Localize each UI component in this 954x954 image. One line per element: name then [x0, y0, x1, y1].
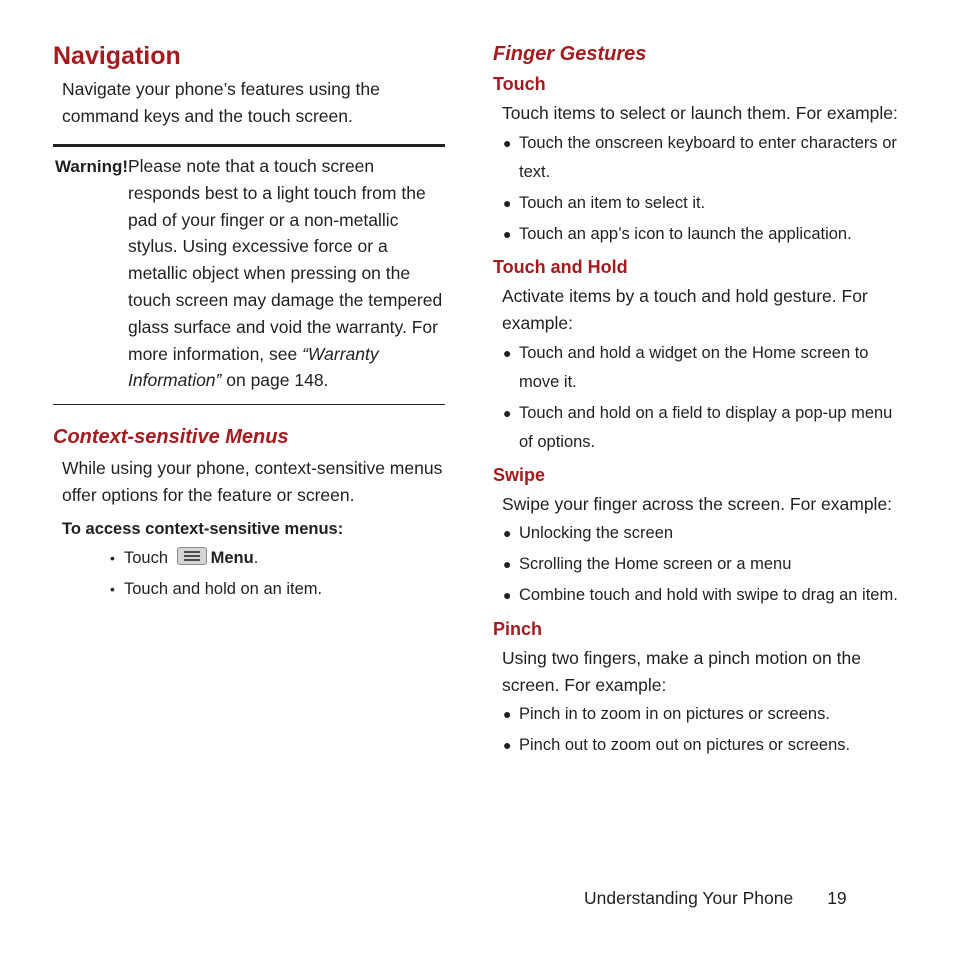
touch-list: [493, 129, 903, 249]
swipe-title: Swipe: [493, 465, 546, 485]
warning-suffix: on page 148.: [221, 370, 329, 391]
pinch-title: Pinch: [493, 619, 543, 639]
finger-gestures-title: Finger Gestures: [493, 43, 647, 65]
touch-and-hold-intro: Activate items by a touch and hold gesture. For example:: [502, 286, 868, 333]
menu-key-icon: [177, 547, 207, 565]
swipe-intro: Swipe your finger across the screen. For example:: [502, 494, 893, 514]
warning-body: Please note that a touch screen responds best to a light touch from the pad of your finger or a non-metallic stylus. Using excessive force or a metallic object when pressing on the touch screen may damage the tempered glass surface and void the warranty. For more information, see: [128, 156, 443, 364]
access-menus-list: [53, 543, 445, 605]
page-number: 19: [827, 888, 847, 908]
warning-box: [53, 144, 445, 405]
pinch-intro: Using two fingers, make a pinch motion on the screen. For example:: [502, 648, 861, 695]
right-column: [493, 40, 903, 761]
list-item: ● Touch and hold on a field to display a pop-up menu of options.: [503, 404, 893, 451]
touch-intro: Touch items to select or launch them. For example:: [502, 103, 898, 123]
swipe-list: [493, 518, 903, 611]
list-item: • Touch Menu.: [110, 549, 259, 568]
list-item: ● Combine touch and hold with swipe to drag an item.: [503, 586, 898, 604]
warning-text: [128, 153, 445, 394]
navigation-intro: Navigate your phone’s features using the command keys and the touch screen.: [62, 79, 380, 126]
page-footer: [584, 886, 847, 910]
list-item: ● Touch the onscreen keyboard to enter characters or text.: [503, 134, 897, 181]
left-column: [53, 40, 445, 605]
footer-section: Understanding Your Phone: [584, 888, 794, 908]
context-menus-intro: While using your phone, context-sensitive menus offer options for the feature or screen.: [62, 458, 443, 506]
context-menus-title: Context-sensitive Menus: [53, 426, 289, 449]
list-item: ● Pinch out to zoom out on pictures or screens.: [503, 736, 851, 754]
access-menus-label: To access context-sensitive menus:: [62, 520, 344, 539]
list-item: ● Scrolling the Home screen or a menu: [503, 555, 792, 573]
touch-title: Touch: [493, 74, 546, 94]
list-item: ● Pinch in to zoom in on pictures or screens.: [503, 705, 830, 723]
list-item: • Touch and hold on an item.: [110, 580, 323, 599]
list-item: ● Touch and hold a widget on the Home screen to move it.: [503, 344, 869, 391]
navigation-title: Navigation: [53, 42, 181, 70]
warning-label: Warning!: [55, 157, 129, 176]
warranty-reference-link[interactable]: “Warranty Information”: [128, 343, 379, 391]
list-item: ● Unlocking the screen: [503, 524, 674, 542]
menu-label: Menu: [210, 549, 254, 568]
list-item: ● Touch an app’s icon to launch the application.: [503, 225, 852, 243]
list-item: ● Touch an item to select it.: [503, 194, 706, 212]
touch-and-hold-list: [493, 339, 903, 457]
pinch-list: [493, 699, 903, 761]
touch-and-hold-title: Touch and Hold: [493, 257, 628, 277]
